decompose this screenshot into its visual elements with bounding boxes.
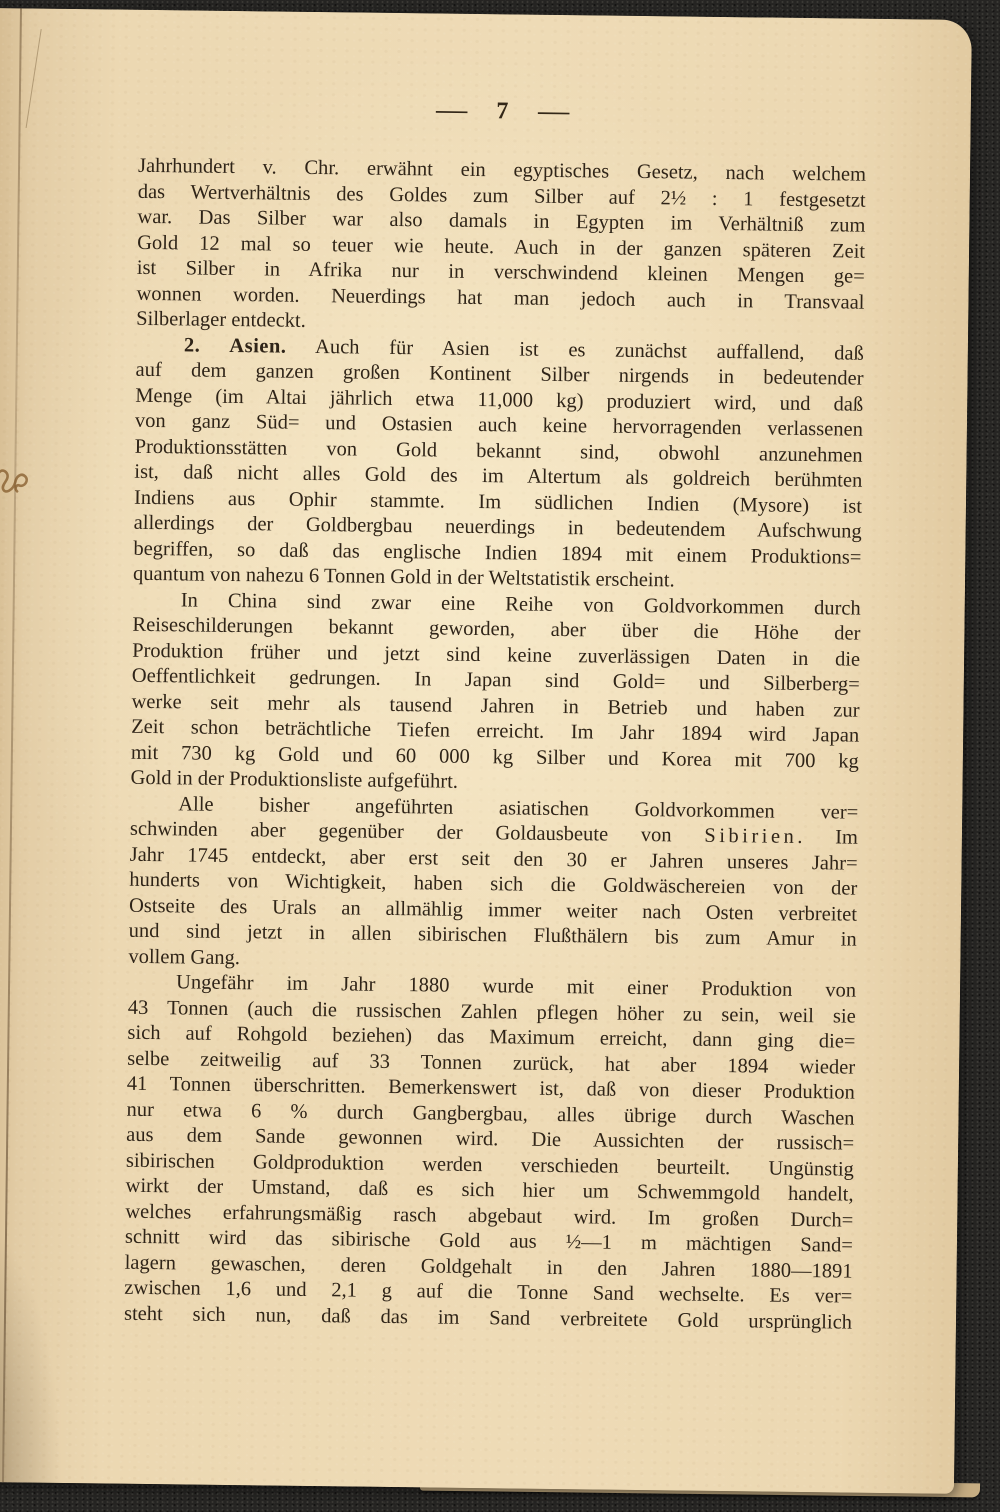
text-line: 41 Tonnen überschritten. Bemerkenswert ist, daß von dieser Produktion xyxy=(126,1072,855,1104)
text-line: Produktion früher und jetzt sind keine zuverlässigen Daten in die xyxy=(132,639,861,671)
text-line: Silberlager entdeckt. xyxy=(136,307,306,332)
text-line: mit 730 kg Gold und 60 000 kg Silber und Korea mit 700 kg xyxy=(130,741,859,773)
text-block xyxy=(124,154,866,1336)
text-line: wonnen worden. Neuerdings hat man jedoch auch in Transvaal xyxy=(136,282,865,314)
text-line: Jahr 1745 entdeckt, aber erst seit den 30 er Jahren unseres Jahr= xyxy=(129,843,858,875)
page-number: 7 xyxy=(496,98,510,125)
text-line: 2. Asien. Auch für Asien ist es zunächst auffallend, daß xyxy=(183,333,864,365)
text-line: Ungefähr im Jahr 1880 wurde mit einer Produktion von xyxy=(175,971,857,1002)
text-line: auf dem ganzen großen Kontinent Silber nirgends in bedeutender xyxy=(135,358,864,390)
text-line: Menge (im Altai jährlich etwa 11,000 kg) produziert wird, und daß xyxy=(135,384,864,416)
paper-crack xyxy=(26,29,42,128)
text-line: Alle bisher angeführten asiatischen Goldvorkommen ver= xyxy=(178,792,859,824)
paragraph-produktion xyxy=(124,970,856,1336)
paragraph-sibirien xyxy=(128,791,858,978)
text-line: schwinden aber gegenüber der Goldausbeute von Sibirien. Im xyxy=(129,817,859,849)
text-line: nur etwa 6 % durch Gangbergbau, alles übrige durch Waschen xyxy=(126,1098,855,1130)
text-line: 43 Tonnen (auch die russischen Zahlen pflegen höher zu sein, weil sie xyxy=(127,996,856,1028)
book-page xyxy=(0,8,972,1494)
page-header xyxy=(139,94,867,130)
text-line: sich auf Rohgold beziehen) das Maximum erreicht, dann ging die= xyxy=(127,1021,856,1053)
text-line: von ganz Süd= und Ostasien auch keine hervorragenden verlassenen xyxy=(134,409,864,441)
text-line: Reiseschilderungen bekannt geworden, aber über die Höhe der xyxy=(132,613,861,645)
text-line: steht sich nun, daß das im Sand verbreitete Gold ursprünglich xyxy=(123,1302,853,1334)
paragraph-heading: 2. Asien. xyxy=(183,333,287,358)
header-dash-left: — xyxy=(435,97,469,124)
text-line: aus dem Sande gewonnen wird. Die Aussichten der russisch= xyxy=(126,1123,855,1155)
text-line: begriffen, so daß das englische Indien 1894 mit einem Produktions= xyxy=(133,537,862,569)
text-line: welches erfahrungsmäßig rasch abgebaut wird. Im großen Durch= xyxy=(125,1200,854,1232)
paragraph xyxy=(136,154,866,341)
text-line: allerdings der Goldbergbau neuerdings in bedeutendem Aufschwung xyxy=(133,511,862,543)
text-line: lagern gewaschen, deren Goldgehalt in den Jahren 1880—1891 xyxy=(124,1251,853,1283)
text-line: ist, daß nicht alles Gold des im Altertum als goldreich berühmten xyxy=(134,460,863,492)
text-line: quantum von nahezu 6 Tonnen Gold in der Weltstatistik erscheint. xyxy=(132,562,675,592)
text-line: schnitt wird das sibirische Gold aus ½—1 m mächtigen Sand= xyxy=(124,1225,854,1257)
text-line: sibirischen Goldproduktion werden verschieden beurteilt. Ungünstig xyxy=(125,1149,855,1181)
text-line: war. Das Silber war also damals in Egypten im Verhältniß zum xyxy=(137,205,866,237)
text-line: Gold 12 mal so teuer wie heute. Auch in der ganzen späteren Zeit xyxy=(137,231,866,263)
paragraph-china-japan xyxy=(130,587,860,800)
text-line: wirkt der Umstand, daß es sich hier um Schwemmgold handelt, xyxy=(125,1174,854,1206)
text-line: und sind jetzt in allen sibirischen Flußthälern bis zum Amur in xyxy=(128,919,857,951)
header-dash-right: — xyxy=(537,98,571,126)
text-line: zwischen 1,6 und 2,1 g auf die Tonne Sand wechselte. Es ver= xyxy=(124,1276,853,1308)
text-line: vollem Gang. xyxy=(128,945,241,969)
text-line: Ostseite des Urals an allmählig immer weiter nach Osten verbreitet xyxy=(128,894,858,926)
text-line: ist Silber in Afrika nur in verschwindend kleinen Mengen ge= xyxy=(136,256,865,288)
text-line: selbe zeitweilig auf 33 Tonnen zurück, hat aber 1894 wieder xyxy=(127,1047,856,1079)
text-line: hunderts von Wichtigkeit, haben sich die Goldwäschereien von der xyxy=(129,868,858,900)
text-line: Zeit schon beträchtliche Tiefen erreicht. Im Jahr 1894 wird Japan xyxy=(131,715,860,747)
text-line: Indiens aus Ophir stammte. Im südlichen Indien (Mysore) ist xyxy=(133,486,863,518)
emphasized-word: Sibirien xyxy=(704,824,798,848)
text-line: Oeffentlichkeit gedrungen. In Japan sind Gold= und Silberberg= xyxy=(131,664,860,696)
text-line: werke seit mehr als tausend Jahren in Betrieb und haben zur xyxy=(131,690,860,722)
paragraph-asien xyxy=(133,332,864,596)
ink-squiggle-mark xyxy=(0,460,38,505)
text-line: Produktionsstätten von Gold bekannt sind, obwohl anzunehmen xyxy=(134,435,863,467)
text-line: das Wertverhältnis des Goldes zum Silber auf 2½ : 1 festgesetzt xyxy=(137,180,866,212)
text-line: Jahrhundert v. Chr. erwähnt ein egyptisches Gesetz, nach welchem xyxy=(137,154,867,186)
text-line: In China sind zwar eine Reihe von Goldvorkommen durch xyxy=(180,588,861,620)
gutter-shadow xyxy=(0,1222,65,1483)
text-line: Gold in der Produktionsliste aufgeführt. xyxy=(130,766,459,793)
